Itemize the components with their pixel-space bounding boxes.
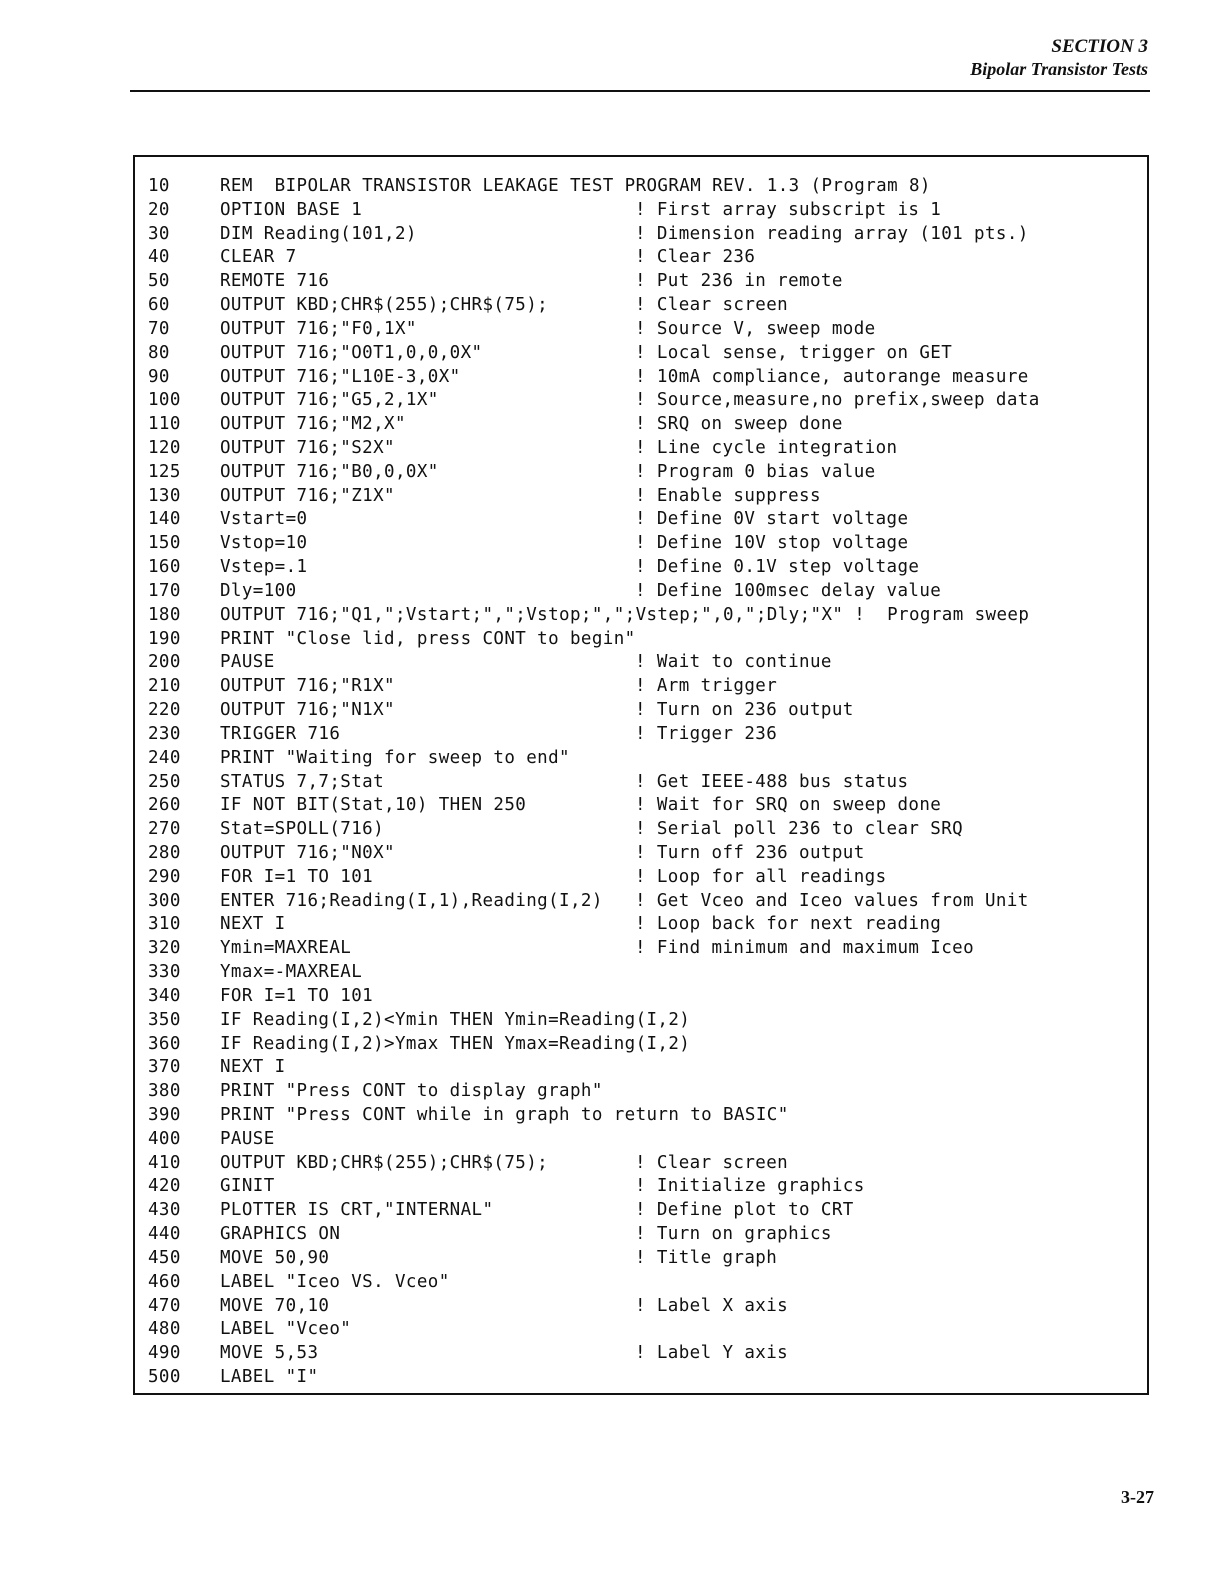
line-comment: ! Define 0.1V step voltage bbox=[635, 557, 920, 578]
line-number: 90 bbox=[148, 366, 170, 387]
line-number: 110 bbox=[148, 414, 181, 435]
line-number: 190 bbox=[148, 628, 181, 649]
line-number: 140 bbox=[148, 509, 181, 530]
program-line bbox=[135, 865, 1147, 889]
program-line bbox=[135, 1317, 1147, 1341]
line-number: 320 bbox=[148, 938, 181, 959]
line-code: OUTPUT 716;"B0,0,0X" bbox=[220, 461, 439, 482]
line-comment: ! Enable suppress bbox=[635, 485, 821, 506]
line-code: MOVE 70,10 bbox=[220, 1295, 330, 1316]
line-code: LABEL "I" bbox=[220, 1367, 319, 1387]
line-number: 100 bbox=[148, 390, 181, 411]
line-comment: ! Get IEEE-488 bus status bbox=[635, 771, 909, 792]
line-comment: ! 10mA compliance, autorange measure bbox=[635, 366, 1029, 387]
page-number: 3-27 bbox=[1121, 1487, 1154, 1507]
header-rule bbox=[130, 90, 1150, 92]
program-line bbox=[135, 245, 1147, 269]
line-number: 30 bbox=[148, 223, 170, 244]
line-code: OUTPUT 716;"Z1X" bbox=[220, 485, 395, 506]
line-number: 400 bbox=[148, 1128, 181, 1149]
program-line bbox=[135, 984, 1147, 1008]
line-code: PRINT "Waiting for sweep to end" bbox=[220, 747, 570, 768]
line-number: 450 bbox=[148, 1247, 181, 1268]
line-number: 390 bbox=[148, 1104, 181, 1125]
line-comment: ! Turn off 236 output bbox=[635, 842, 865, 863]
line-number: 150 bbox=[148, 533, 181, 554]
program-listing-box bbox=[133, 155, 1149, 1395]
line-code: OUTPUT 716;"O0T1,0,0,0X" bbox=[220, 342, 483, 363]
line-code: DIM Reading(101,2) bbox=[220, 223, 417, 244]
line-code: NEXT I bbox=[220, 1057, 286, 1078]
program-line bbox=[135, 912, 1147, 936]
line-code: FOR I=1 TO 101 bbox=[220, 866, 374, 887]
program-line bbox=[135, 627, 1147, 651]
line-number: 70 bbox=[148, 318, 170, 339]
line-comment: ! Define 10V stop voltage bbox=[635, 533, 909, 554]
program-line bbox=[135, 1032, 1147, 1056]
line-number: 180 bbox=[148, 604, 181, 625]
line-code: Vstop=10 bbox=[220, 533, 308, 554]
program-line bbox=[135, 222, 1147, 246]
line-code: OUTPUT 716;"L10E-3,0X" bbox=[220, 366, 461, 387]
line-number: 300 bbox=[148, 890, 181, 911]
program-line bbox=[135, 484, 1147, 508]
line-code: LABEL "Vceo" bbox=[220, 1319, 352, 1340]
line-code: OUTPUT 716;"R1X" bbox=[220, 676, 395, 697]
line-comment: ! Define 100msec delay value bbox=[635, 580, 942, 601]
line-number: 440 bbox=[148, 1224, 181, 1245]
line-comment: ! Clear screen bbox=[635, 1152, 789, 1173]
program-line bbox=[135, 770, 1147, 794]
line-number: 160 bbox=[148, 557, 181, 578]
line-comment: ! Clear screen bbox=[635, 295, 789, 316]
line-comment: ! Find minimum and maximum Iceo bbox=[635, 938, 975, 959]
line-code: OUTPUT 716;"N1X" bbox=[220, 700, 395, 721]
line-comment: ! Title graph bbox=[635, 1247, 778, 1268]
program-line bbox=[135, 365, 1147, 389]
line-comment: ! Source,measure,no prefix,sweep data bbox=[635, 390, 1040, 411]
line-code: PRINT "Press CONT to display graph" bbox=[220, 1081, 603, 1102]
line-number: 40 bbox=[148, 247, 170, 268]
line-code: PLOTTER IS CRT,"INTERNAL" bbox=[220, 1200, 494, 1221]
program-line bbox=[135, 1198, 1147, 1222]
program-line bbox=[135, 1341, 1147, 1365]
program-line bbox=[135, 174, 1147, 198]
section-label: SECTION 3 bbox=[1051, 36, 1148, 57]
line-code: OUTPUT 716;"S2X" bbox=[220, 438, 395, 459]
program-line bbox=[135, 674, 1147, 698]
program-line bbox=[135, 341, 1147, 365]
program-line bbox=[135, 841, 1147, 865]
line-number: 50 bbox=[148, 271, 170, 292]
program-line bbox=[135, 198, 1147, 222]
line-comment: ! Label Y axis bbox=[635, 1343, 789, 1364]
line-code: REMOTE 716 bbox=[220, 271, 330, 292]
program-line bbox=[135, 960, 1147, 984]
line-number: 250 bbox=[148, 771, 181, 792]
line-code: PAUSE bbox=[220, 1128, 275, 1149]
line-number: 170 bbox=[148, 580, 181, 601]
line-number: 420 bbox=[148, 1176, 181, 1197]
line-comment: ! Loop for all readings bbox=[635, 866, 887, 887]
line-comment: ! Get Vceo and Iceo values from Unit bbox=[635, 890, 1029, 911]
line-code: MOVE 5,53 bbox=[220, 1343, 319, 1364]
line-code: GRAPHICS ON bbox=[220, 1224, 341, 1245]
line-code: LABEL "Iceo VS. Vceo" bbox=[220, 1271, 450, 1292]
program-line bbox=[135, 388, 1147, 412]
program-line bbox=[135, 1222, 1147, 1246]
program-line bbox=[135, 793, 1147, 817]
line-code: OUTPUT 716;"N0X" bbox=[220, 842, 395, 863]
program-line bbox=[135, 412, 1147, 436]
program-line bbox=[135, 507, 1147, 531]
line-comment: ! Wait to continue bbox=[635, 652, 832, 673]
line-comment: ! First array subscript is 1 bbox=[635, 199, 942, 220]
program-line bbox=[135, 579, 1147, 603]
line-code: OUTPUT 716;"M2,X" bbox=[220, 414, 406, 435]
line-code: NEXT I bbox=[220, 914, 286, 935]
line-comment: ! Turn on graphics bbox=[635, 1224, 832, 1245]
line-comment: ! Local sense, trigger on GET bbox=[635, 342, 953, 363]
line-number: 350 bbox=[148, 1009, 181, 1030]
line-comment: ! Loop back for next reading bbox=[635, 914, 942, 935]
program-line bbox=[135, 1151, 1147, 1175]
line-code: PRINT "Press CONT while in graph to return to BASIC" bbox=[220, 1104, 789, 1125]
line-number: 380 bbox=[148, 1081, 181, 1102]
line-number: 120 bbox=[148, 438, 181, 459]
program-line bbox=[135, 531, 1147, 555]
line-number: 60 bbox=[148, 295, 170, 316]
program-line bbox=[135, 1365, 1147, 1389]
program-line bbox=[135, 293, 1147, 317]
section-subtitle: Bipolar Transistor Tests bbox=[970, 59, 1148, 79]
line-code: FOR I=1 TO 101 bbox=[220, 985, 374, 1006]
line-number: 270 bbox=[148, 819, 181, 840]
line-code: Vstart=0 bbox=[220, 509, 308, 530]
line-number: 340 bbox=[148, 985, 181, 1006]
line-comment: ! SRQ on sweep done bbox=[635, 414, 843, 435]
line-comment: ! Program 0 bias value bbox=[635, 461, 876, 482]
line-comment: ! Put 236 in remote bbox=[635, 271, 843, 292]
line-code: Ymin=MAXREAL bbox=[220, 938, 352, 959]
program-line bbox=[135, 269, 1147, 293]
program-line bbox=[135, 1055, 1147, 1079]
line-number: 290 bbox=[148, 866, 181, 887]
program-line bbox=[135, 889, 1147, 913]
program-line bbox=[135, 1103, 1147, 1127]
program-line bbox=[135, 555, 1147, 579]
line-comment: ! Define plot to CRT bbox=[635, 1200, 854, 1221]
line-number: 330 bbox=[148, 962, 181, 983]
program-line bbox=[135, 460, 1147, 484]
line-number: 310 bbox=[148, 914, 181, 935]
program-line bbox=[135, 1294, 1147, 1318]
line-number: 20 bbox=[148, 199, 170, 220]
line-number: 210 bbox=[148, 676, 181, 697]
line-number: 410 bbox=[148, 1152, 181, 1173]
line-code: Vstep=.1 bbox=[220, 557, 308, 578]
line-number: 280 bbox=[148, 842, 181, 863]
line-code: IF NOT BIT(Stat,10) THEN 250 bbox=[220, 795, 527, 816]
line-number: 130 bbox=[148, 485, 181, 506]
program-line bbox=[135, 722, 1147, 746]
program-line bbox=[135, 1079, 1147, 1103]
line-code: OUTPUT 716;"Q1,";Vstart;",";Vstop;",";Vstep;",0,";Dly;"X" ! Program sweep bbox=[220, 604, 1030, 625]
program-line bbox=[135, 746, 1147, 770]
line-code: OPTION BASE 1 bbox=[220, 199, 363, 220]
line-code: PRINT "Close lid, press CONT to begin" bbox=[220, 628, 636, 649]
program-line bbox=[135, 1174, 1147, 1198]
line-code: OUTPUT KBD;CHR$(255);CHR$(75); bbox=[220, 295, 549, 316]
program-line bbox=[135, 817, 1147, 841]
line-number: 240 bbox=[148, 747, 181, 768]
line-code: STATUS 7,7;Stat bbox=[220, 771, 385, 792]
line-number: 480 bbox=[148, 1319, 181, 1340]
line-number: 10 bbox=[148, 176, 170, 196]
line-comment: ! Define 0V start voltage bbox=[635, 509, 909, 530]
program-line bbox=[135, 1270, 1147, 1294]
line-number: 260 bbox=[148, 795, 181, 816]
line-code: GINIT bbox=[220, 1176, 275, 1197]
line-comment: ! Turn on 236 output bbox=[635, 700, 854, 721]
line-comment: ! Serial poll 236 to clear SRQ bbox=[635, 819, 964, 840]
program-line bbox=[135, 698, 1147, 722]
program-line bbox=[135, 1246, 1147, 1270]
line-number: 360 bbox=[148, 1033, 181, 1054]
line-code: ENTER 716;Reading(I,1),Reading(I,2) bbox=[220, 890, 603, 911]
line-code: OUTPUT 716;"F0,1X" bbox=[220, 318, 417, 339]
line-number: 220 bbox=[148, 700, 181, 721]
line-number: 500 bbox=[148, 1367, 181, 1387]
line-comment: ! Clear 236 bbox=[635, 247, 756, 268]
line-code: Dly=100 bbox=[220, 580, 297, 601]
line-number: 460 bbox=[148, 1271, 181, 1292]
line-comment: ! Initialize graphics bbox=[635, 1176, 865, 1197]
line-comment: ! Source V, sweep mode bbox=[635, 318, 876, 339]
program-line bbox=[135, 436, 1147, 460]
line-code: CLEAR 7 bbox=[220, 247, 297, 268]
line-code: Ymax=-MAXREAL bbox=[220, 962, 363, 983]
line-code: PAUSE bbox=[220, 652, 275, 673]
line-code: REM BIPOLAR TRANSISTOR LEAKAGE TEST PROGRAM REV. 1.3 (Program 8) bbox=[220, 176, 931, 196]
line-number: 470 bbox=[148, 1295, 181, 1316]
line-number: 490 bbox=[148, 1343, 181, 1364]
line-code: TRIGGER 716 bbox=[220, 723, 341, 744]
program-line bbox=[135, 1127, 1147, 1151]
line-comment: ! Line cycle integration bbox=[635, 438, 898, 459]
line-comment: ! Arm trigger bbox=[635, 676, 778, 697]
line-code: MOVE 50,90 bbox=[220, 1247, 330, 1268]
line-number: 230 bbox=[148, 723, 181, 744]
line-number: 80 bbox=[148, 342, 170, 363]
line-code: IF Reading(I,2)<Ymin THEN Ymin=Reading(I,2) bbox=[220, 1009, 691, 1030]
program-line bbox=[135, 650, 1147, 674]
line-comment: ! Dimension reading array (101 pts.) bbox=[635, 223, 1029, 244]
line-number: 370 bbox=[148, 1057, 181, 1078]
program-line bbox=[135, 936, 1147, 960]
line-number: 200 bbox=[148, 652, 181, 673]
program-line bbox=[135, 1008, 1147, 1032]
line-comment: ! Label X axis bbox=[635, 1295, 789, 1316]
line-comment: ! Trigger 236 bbox=[635, 723, 778, 744]
line-number: 125 bbox=[148, 461, 181, 482]
line-code: OUTPUT KBD;CHR$(255);CHR$(75); bbox=[220, 1152, 549, 1173]
program-line bbox=[135, 317, 1147, 341]
running-header bbox=[970, 36, 1148, 80]
line-code: Stat=SPOLL(716) bbox=[220, 819, 385, 840]
line-code: IF Reading(I,2)>Ymax THEN Ymax=Reading(I,2) bbox=[220, 1033, 691, 1054]
line-code: OUTPUT 716;"G5,2,1X" bbox=[220, 390, 439, 411]
line-number: 430 bbox=[148, 1200, 181, 1221]
program-line bbox=[135, 603, 1147, 627]
line-comment: ! Wait for SRQ on sweep done bbox=[635, 795, 942, 816]
